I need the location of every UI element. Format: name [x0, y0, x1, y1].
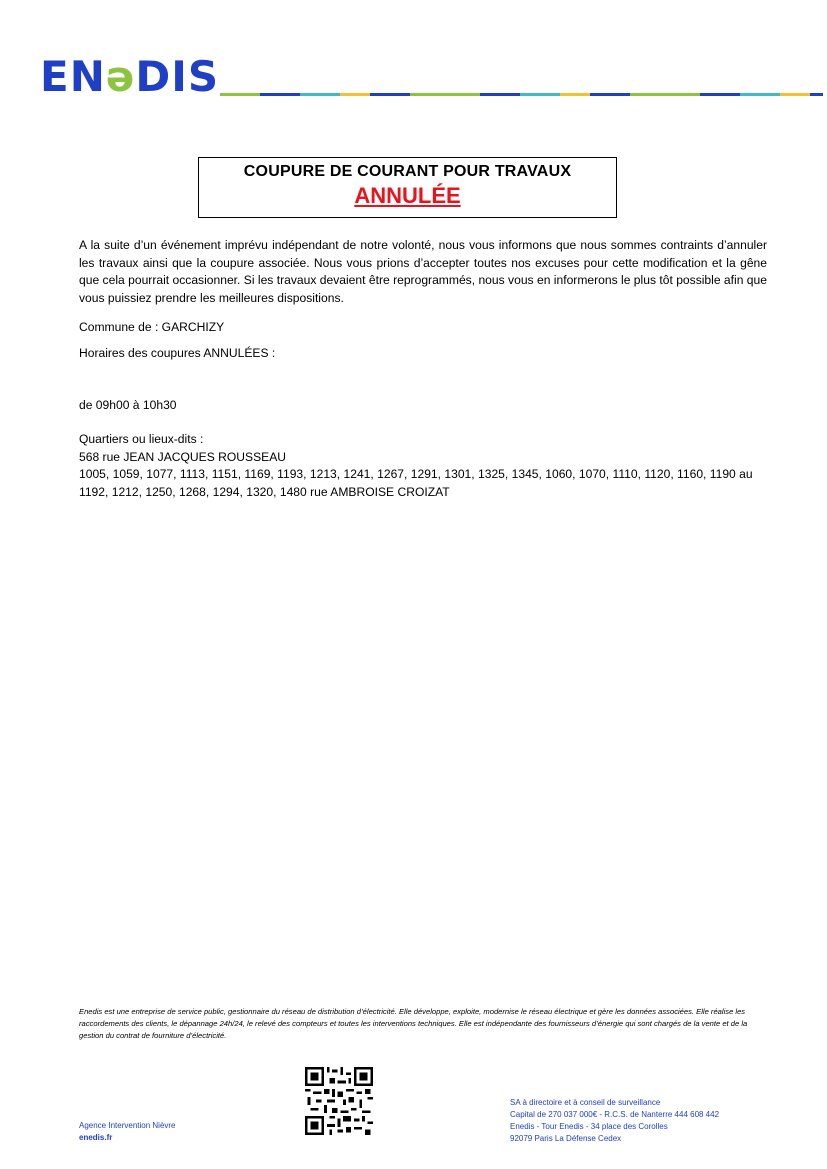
legal-line: Enedis - Tour Enedis - 34 place des Corolles	[510, 1122, 668, 1131]
horaires-label: Horaires des coupures ANNULÉES :	[79, 346, 276, 360]
quartiers-label: Quartiers ou lieux-dits :	[79, 432, 204, 446]
enedis-logo: ENəDIS	[40, 52, 220, 101]
quartiers-block	[79, 431, 767, 501]
legal-line: 92079 Paris La Défense Cedex	[510, 1134, 622, 1143]
legal-block	[510, 1097, 719, 1145]
legal-line: Capital de 270 037 000€ - R.C.S. de Nanterre 444 608 442	[510, 1110, 720, 1119]
agency-name: Agence Intervention Nièvre	[79, 1121, 176, 1130]
agency-block	[79, 1120, 176, 1144]
notice-status: ANNULÉE	[354, 183, 461, 208]
commune-line: Commune de : GARCHIZY	[79, 320, 225, 334]
lieu-item: 568 rue JEAN JACQUES ROUSSEAU	[79, 449, 287, 464]
notice-title-box	[198, 157, 617, 218]
lieu-item: 1005, 1059, 1077, 1113, 1151, 1169, 1193, 1213, 1241, 1267, 1291, 1301, 1325, 1345, 1060, 1070, 1110, 1120, 1160, 1190 au 1192, 1212, 1250, 1268, 1294, 1320, 1480 rue AMBROISE CROIZAT	[79, 467, 753, 499]
time-range: de 09h00 à 10h30	[79, 398, 177, 412]
footer-note: Enedis est une entreprise de service public, gestionnaire du réseau de distribution d’électricité. Elle développe, exploite, modernise le réseau électrique et gère les données associées. Elle réalise les raccordements des clients, le dépannage 24h/24, le relevé des compteurs et toutes les interventions techniques. Elle est indépendante des fournisseurs d’énergie qui sont chargés de la vente et de la gestion du contrat de fourniture d’électricité.	[79, 1007, 748, 1040]
notice-paragraph: A la suite d’un événement imprévu indépendant de notre volonté, nous vous informons que nous sommes contraints d’annuler les travaux ainsi que la coupure associée. Nous vous prions d’accepter toutes nos excuses pour cette modification et la gêne que cela pourrait occasionner. Si les travaux devaient être reprogrammés, nous vous en informerons le plus tôt possible afin que vous puissiez prendre les meilleures dispositions.	[79, 238, 767, 305]
legal-line: SA à directoire et à conseil de surveillance	[510, 1098, 661, 1107]
header-divider	[220, 93, 823, 96]
qr-code-icon	[305, 1067, 373, 1135]
notice-title: COUPURE DE COURANT POUR TRAVAUX	[243, 163, 572, 180]
website-link[interactable]: enedis.fr	[79, 1133, 113, 1142]
